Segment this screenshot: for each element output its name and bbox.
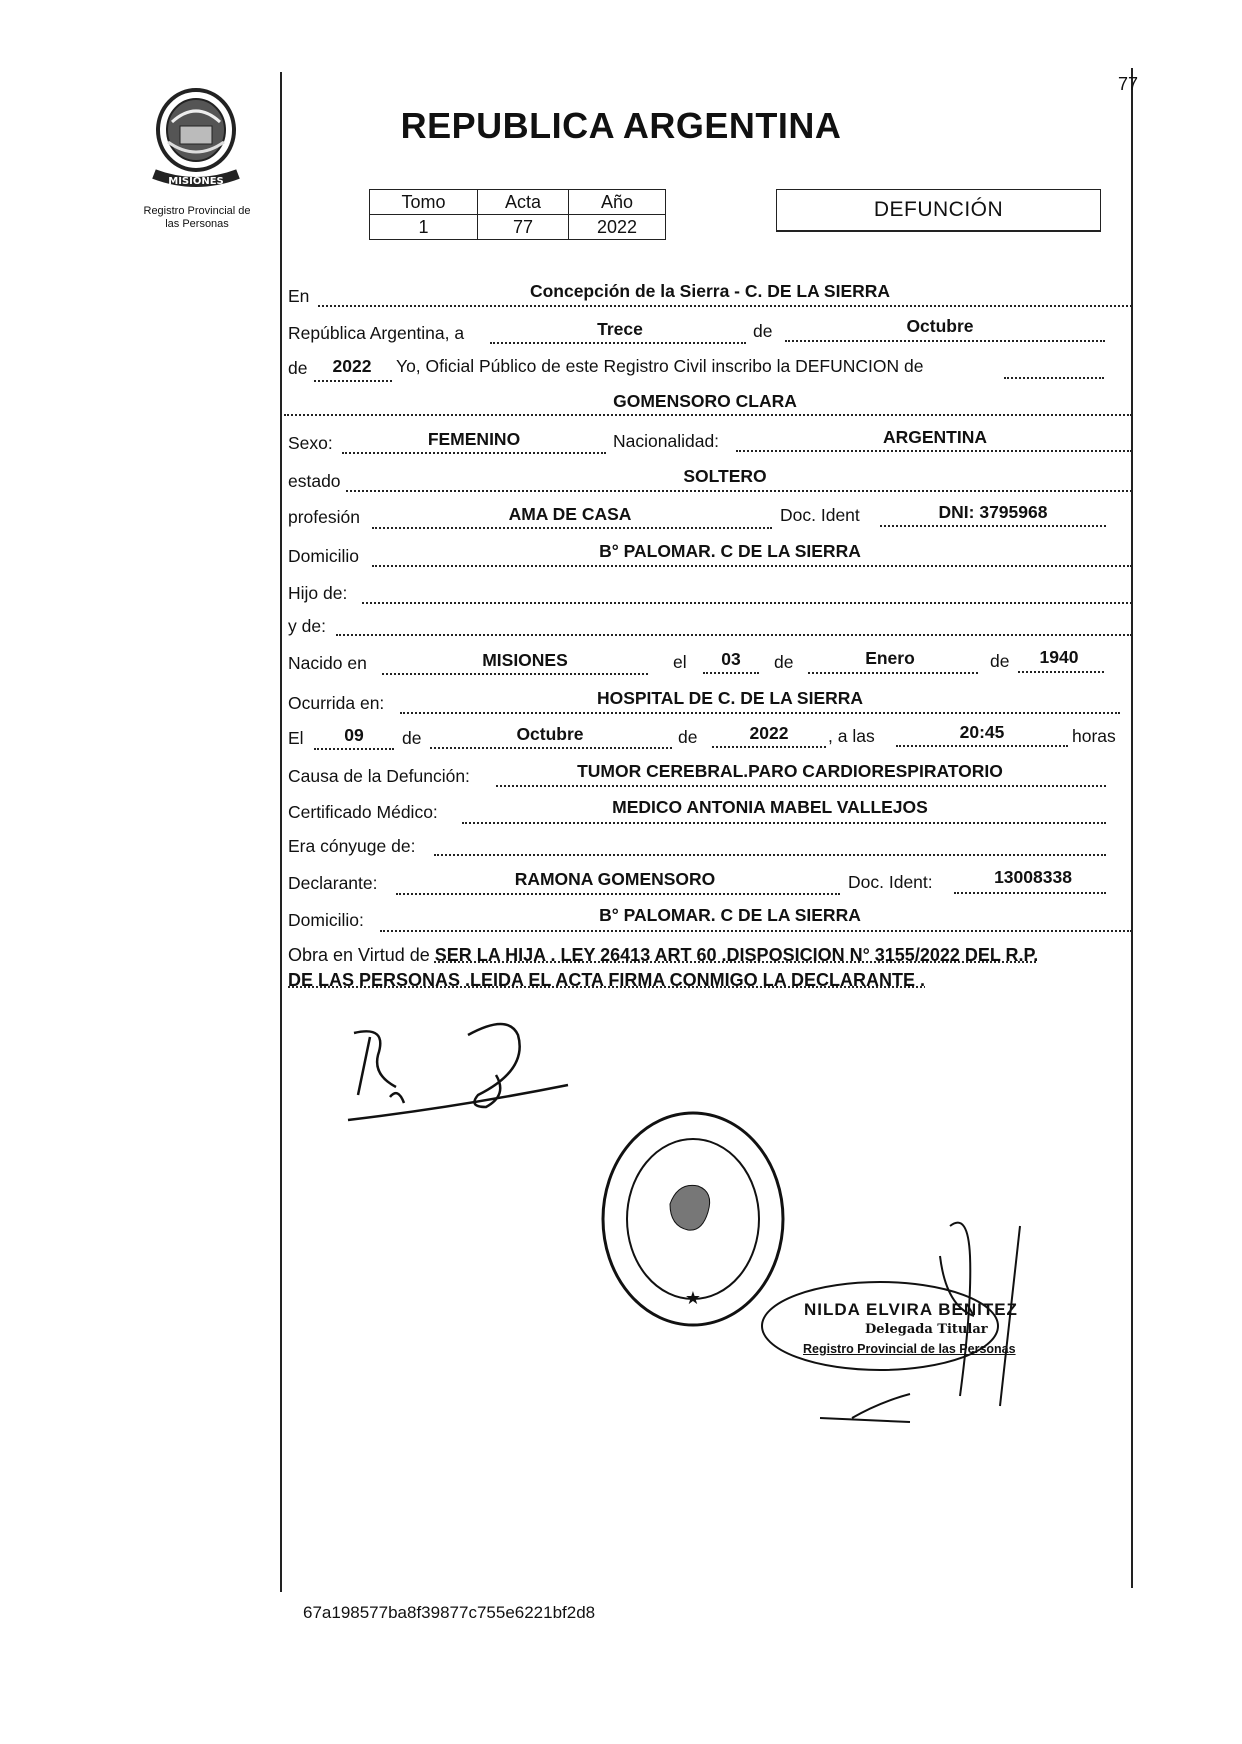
dotline-sexo [342,452,606,454]
value-ocu-anio: 2022 [749,723,789,743]
label-nacido-en: Nacido en [288,653,367,673]
value-ocu-mes: Octubre [516,724,584,744]
label-profesion: profesión [288,507,360,527]
dotline-nacionalidad [736,450,1132,452]
label-de-mes: de [753,321,773,341]
org-label-line2: las Personas [165,218,229,230]
label-el-ocu: El [288,728,304,748]
dotline-domicilio [372,565,1132,567]
value-nacido-en: MISIONES [482,650,568,670]
org-label-line1: Registro Provincial de [143,205,251,217]
value-lugar: Concepción de la Sierra - C. DE LA SIERRA [529,281,891,301]
label-y-de: y de: [288,616,326,636]
label-estado: estado [288,471,341,491]
value-ocurrida-en: HOSPITAL DE C. DE LA SIERRA [596,688,864,708]
value-obra-line2: DE LAS PERSONAS .LEIDA EL ACTA FIRMA CONMIGO LA DECLARANTE . [288,970,926,990]
dotline-nac-anio [1018,671,1104,673]
value-estado: SOLTERO [683,466,767,486]
value-domicilio: B° PALOMAR. C DE LA SIERRA [599,541,861,561]
label-hijo-de: Hijo de: [288,583,348,603]
label-causa: Causa de la Defunción: [288,766,470,786]
org-label [122,205,272,231]
official-role: Delegada Titular [865,1322,988,1337]
dotline-estado [346,490,1132,492]
dotline-conyuge [434,854,1106,856]
obra-line-1 [288,945,1038,966]
dotline-ocu-dia [314,748,394,750]
label-de-ocu-mes: de [402,728,422,748]
record-id-table [369,189,666,240]
value-nombre: GOMENSORO CLARA [613,391,797,411]
dotline-nacido-en [382,673,648,675]
value-causa: TUMOR CEREBRAL.PARO CARDIORESPIRATORIO [577,761,1003,781]
label-nacionalidad: Nacionalidad: [613,431,720,451]
left-margin-line [280,72,282,1592]
record-type-box: DEFUNCIÓN [776,189,1101,232]
dotline-yo [1004,377,1104,379]
dotline-en [318,305,1132,307]
dotline-hora [896,745,1068,747]
label-de-ocu-anio: de [678,727,698,747]
label-yo: Yo, Oficial Público de este Registro Civil inscribo la DEFUNCION de [396,356,924,376]
dotline-dni [880,525,1106,527]
value-domicilio-declarante: B° PALOMAR. C DE LA SIERRA [599,905,861,925]
dotline-dia [490,342,746,344]
signature-scribble-icon [318,1015,588,1125]
official-signature-scribble-icon [760,1216,1080,1426]
value-certificado: MEDICO ANTONIA MABEL VALLEJOS [612,797,928,817]
official-name: NILDA ELVIRA BENITEZ [804,1300,1018,1319]
value-obra-line1: SER LA HIJA . LEY 26413 ART 60 .DISPOSICION N° 3155/2022 DEL R.P. [434,945,1039,965]
dotline-domicilio-declarante [380,930,1132,932]
dotline-profesion [372,527,772,529]
obra-line-2 [288,970,925,991]
tomo-value: 1 [370,215,478,240]
label-doc-ident: Doc. Ident [780,505,860,525]
document-hash: 67a198577ba8f39877c755e6221bf2d8 [303,1603,596,1622]
label-de-nac-mes: de [774,652,794,672]
value-hora: 20:45 [959,722,1005,742]
value-mes: Octubre [906,316,974,336]
label-obra: Obra en Virtud de [288,945,430,965]
anio-header: Año [569,190,666,215]
dotline-hijo-de [362,602,1132,604]
label-horas: horas [1072,726,1116,746]
dotline-ocurrida-en [400,712,1120,714]
dotline-causa [496,785,1106,787]
label-de-nac-anio: de [990,651,1010,671]
label-certificado: Certificado Médico: [288,802,438,822]
value-nacionalidad: ARGENTINA [882,427,988,447]
label-declarante: Declarante: [288,873,378,893]
dotline-ocu-anio [712,746,826,748]
dotline-y-de [336,634,1132,636]
value-declarante: RAMONA GOMENSORO [514,869,716,889]
label-el-nac: el [673,652,687,672]
dotline-certificado [462,822,1106,824]
label-republica: República Argentina, a [288,323,465,343]
right-margin-line [1131,68,1133,1588]
page-number: 77 [1118,74,1139,94]
label-a-las: , a las [828,726,875,746]
official-office: Registro Provincial de las Personas [803,1342,1016,1356]
label-de-anio: de [288,358,308,378]
declarant-signature [318,1015,588,1130]
value-anio: 2022 [332,356,372,376]
value-nac-mes: Enero [865,648,915,668]
label-conyuge: Era cónyuge de: [288,836,416,856]
dotline-anio [314,380,392,382]
value-dni: DNI: 3795968 [938,502,1048,522]
label-doc-ident-declarante: Doc. Ident: [848,872,933,892]
value-ocu-dia: 09 [344,725,364,745]
svg-text:★: ★ [684,1288,702,1309]
label-domicilio-declarante: Domicilio: [288,910,364,930]
value-profesion: AMA DE CASA [508,504,632,524]
acta-header: Acta [478,190,569,215]
dotline-mes [785,340,1105,342]
value-doc-declarante: 13008338 [994,867,1072,887]
label-sexo: Sexo: [288,433,333,453]
value-dia-letras: Trece [597,319,643,339]
dotline-nac-dia [703,672,759,674]
value-nac-anio: 1940 [1039,647,1079,667]
label-domicilio: Domicilio [288,546,359,566]
tomo-header: Tomo [370,190,478,215]
dotline-nac-mes [808,672,978,674]
page-title: REPUBLICA ARGENTINA [400,105,842,146]
dotline-doc-declarante [954,892,1106,894]
dotline-declarante [396,893,840,895]
value-nac-dia: 03 [721,649,741,669]
label-ocurrida-en: Ocurrida en: [288,693,385,713]
label-en: En [288,286,310,306]
anio-value: 2022 [569,215,666,240]
dotline-ocu-mes [430,747,672,749]
svg-text:MISIONES: MISIONES [168,176,224,187]
acta-value: 77 [478,215,569,240]
value-sexo: FEMENINO [427,429,521,449]
dotline-nombre [284,414,1132,416]
